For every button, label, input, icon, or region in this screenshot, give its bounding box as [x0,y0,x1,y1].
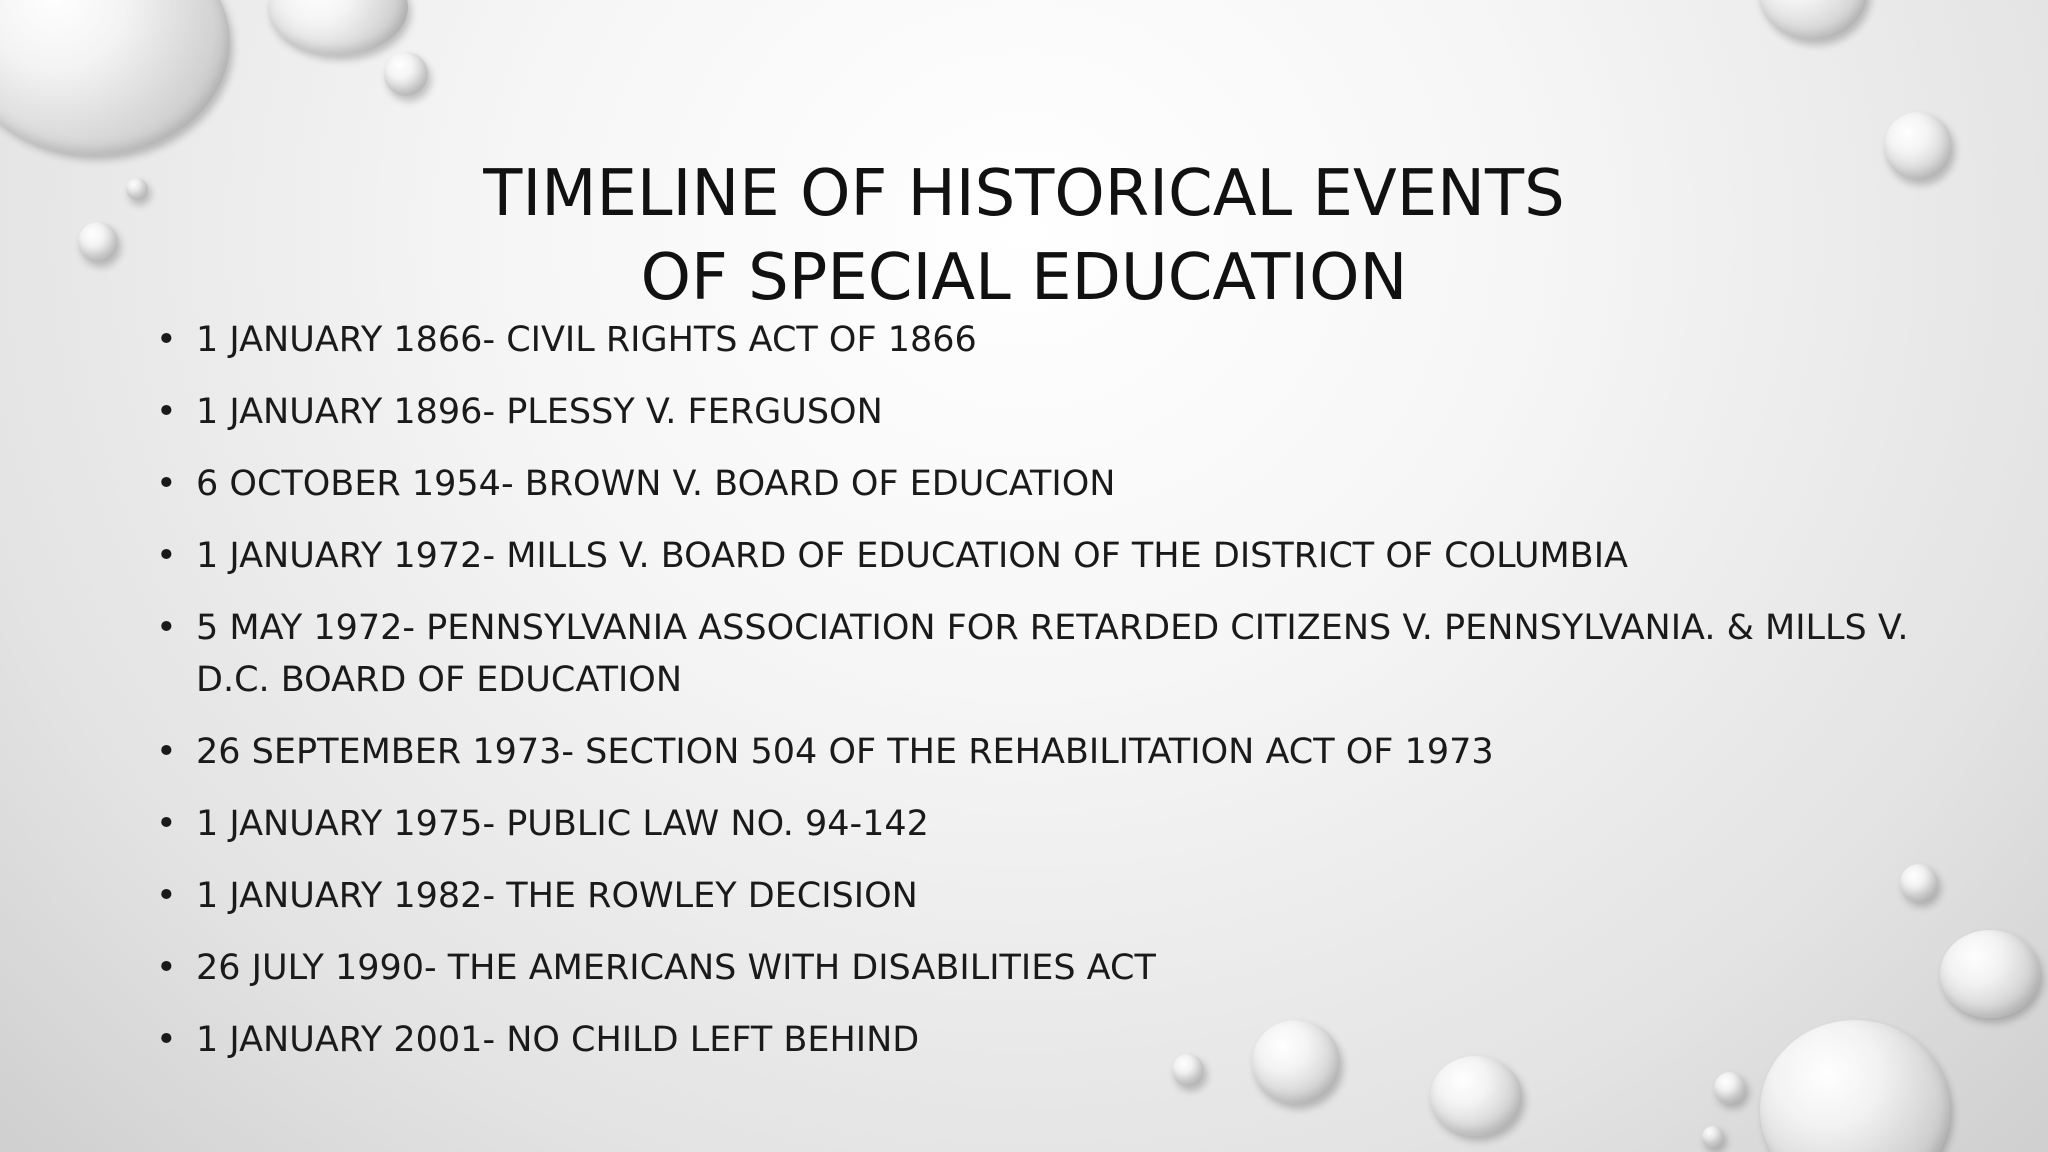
bullet-icon: • [156,464,177,504]
water-drop-decoration [384,52,428,96]
bullet-icon: • [156,732,177,772]
slide-title-line-1: TIMELINE OF HISTORICAL EVENTS [483,157,1565,231]
event-text: 26 SEPTEMBER 1973- SECTION 504 OF THE REHABILITATION ACT OF 1973 [196,732,1494,772]
event-text: 1 JANUARY 2001- NO CHILD LEFT BEHIND [196,1020,920,1060]
event-item [150,386,1910,438]
bullet-icon: • [156,608,177,648]
event-text: 5 MAY 1972- PENNSYLVANIA ASSOCIATION FOR RETARDED CITIZENS V. PENNSYLVANIA. & MILLS V. D.C. BOARD OF EDUCATION [196,608,1909,700]
water-drop-decoration [1940,930,2040,1018]
bullet-icon: • [156,948,177,988]
event-item [150,870,1910,922]
event-item [150,1014,1910,1066]
water-drop-decoration [1702,1126,1724,1148]
event-item [150,530,1910,582]
event-item [150,314,1910,366]
bullet-icon: • [156,876,177,916]
bullet-icon: • [156,536,177,576]
event-text: 1 JANUARY 1866- CIVIL RIGHTS ACT OF 1866 [196,320,977,360]
event-list [150,314,1910,1086]
slide-title-line-2: OF SPECIAL EDUCATION [640,241,1408,315]
bullet-icon: • [156,392,177,432]
event-text: 1 JANUARY 1982- THE ROWLEY DECISION [196,876,918,916]
event-text: 1 JANUARY 1896- PLESSY V. FERGUSON [196,392,883,432]
event-text: 6 OCTOBER 1954- BROWN V. BOARD OF EDUCATION [196,464,1116,504]
event-item [150,798,1910,850]
event-text: 1 JANUARY 1975- PUBLIC LAW NO. 94-142 [196,804,929,844]
event-text: 1 JANUARY 1972- MILLS V. BOARD OF EDUCATION OF THE DISTRICT OF COLUMBIA [196,536,1628,576]
water-drop-decoration [268,0,408,55]
event-item [150,942,1910,994]
event-item [150,458,1910,510]
bullet-icon: • [156,1020,177,1060]
event-item [150,726,1910,778]
event-item [150,602,1910,706]
bullet-icon: • [156,320,177,360]
event-text: 26 JULY 1990- THE AMERICANS WITH DISABILITIES ACT [196,948,1156,988]
bullet-icon: • [156,804,177,844]
water-drop-decoration [1758,0,1868,40]
water-drop-decoration [0,0,230,155]
slide-title [0,152,2048,320]
